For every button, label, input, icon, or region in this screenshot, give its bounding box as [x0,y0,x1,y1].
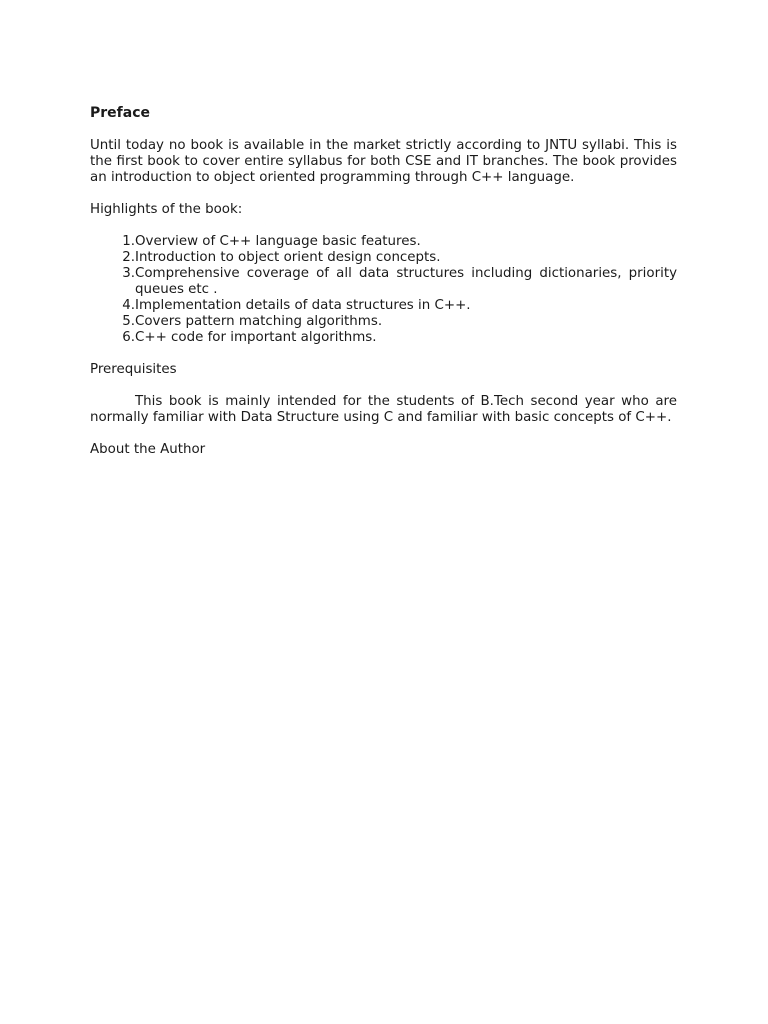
list-item [90,234,677,250]
list-item-text: Implementation details of data structures in C++. [135,298,471,313]
about-author-heading: About the Author [90,442,206,457]
list-item-text: Introduction to object orient design concepts. [135,250,441,265]
list-item-text: C++ code for important algorithms. [135,330,377,345]
list-item-text: Covers pattern matching algorithms. [135,314,383,329]
list-item-number: 4. [122,298,135,313]
list-item-text: Comprehensive coverage of all data structures including dictionaries, priority queues etc . [135,266,677,297]
intro-paragraph: Until today no book is available in the market strictly according to JNTU syllabi. This is the first book to cover entire syllabus for both CSE and IT branches. The book provides an introduction to object oriented programming through C++ language. [90,138,677,185]
list-item [90,266,677,298]
list-item-number: 2. [122,250,135,265]
list-item [90,250,677,266]
list-item-number: 1. [122,234,135,249]
list-item-number: 3. [122,266,135,281]
prerequisites-heading: Prerequisites [90,362,177,377]
list-item [90,298,677,314]
prerequisites-paragraph: This book is mainly intended for the students of B.Tech second year who are normally familiar with Data Structure using C and familiar with basic concepts of C++. [90,394,677,425]
list-item [90,314,677,330]
highlights-heading: Highlights of the book: [90,202,243,217]
list-item [90,330,677,346]
list-item-text: Overview of C++ language basic features. [135,234,421,249]
page-title: Preface [90,105,150,121]
list-item-number: 6. [122,330,135,345]
list-item-number: 5. [122,314,135,329]
document-page [90,104,677,474]
highlights-list [90,234,677,346]
